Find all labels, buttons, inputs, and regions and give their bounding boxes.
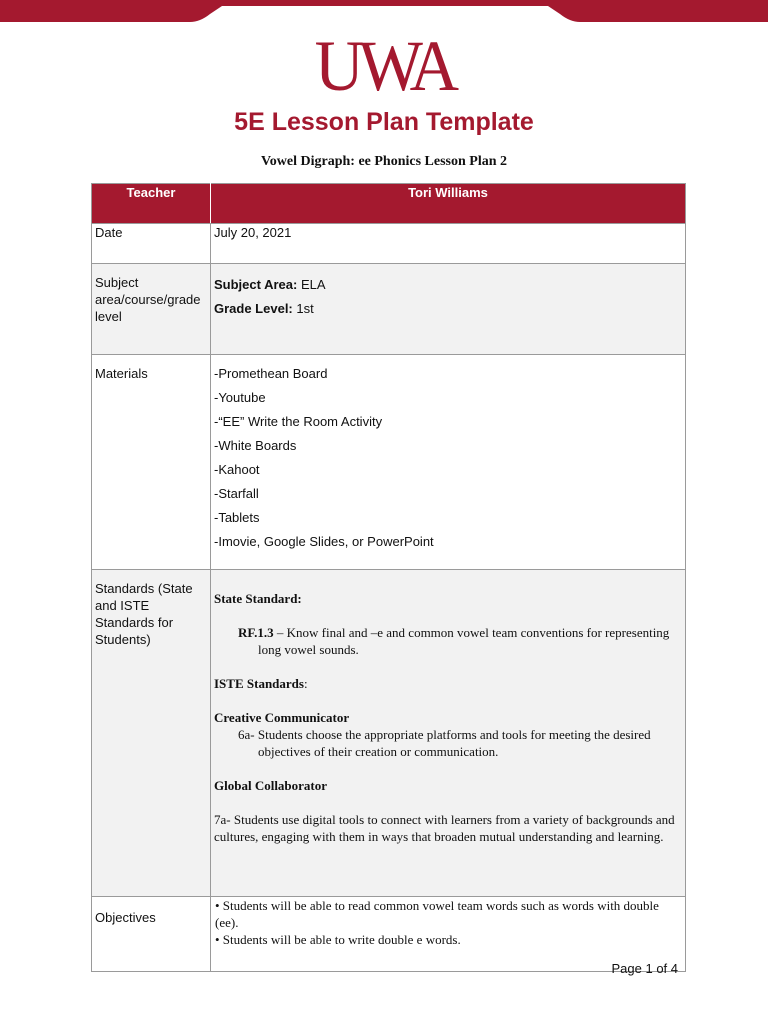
global-collaborator-text: 7a- Students use digital tools to connect with learners from a variety of backgrounds and cultures, engaging with them in ways that broaden mutual understanding and learning. [214,812,675,844]
materials-label: Materials [92,355,211,570]
rf-code: RF.1.3 [238,625,274,640]
subject-area-label: Subject Area: [214,277,298,292]
global-collaborator-heading: Global Collaborator [214,778,328,793]
grade-level-value: 1st [292,301,314,316]
table-row-standards [92,570,686,897]
date-value: July 20, 2021 [211,224,686,264]
list-item: -Youtube [214,390,266,405]
top-banner [0,0,768,22]
table-header-row [92,184,686,224]
materials-list [214,355,682,550]
subject-value-cell [211,264,686,355]
teacher-label: Teacher [92,184,211,224]
list-item: -Tablets [214,510,260,525]
objectives-label: Objectives [92,897,211,972]
date-label: Date [92,224,211,264]
grade-level-label: Grade Level: [214,301,293,316]
iste-heading: ISTE Standards [214,676,304,691]
rf-standard [214,624,682,658]
list-item: -Kahoot [214,462,260,477]
list-item: -“EE” Write the Room Activity [214,414,383,429]
creative-communicator-text: 6a- Students choose the appropriate platforms and tools for meeting the desired objectives of their creation or communication. [238,727,651,759]
creative-communicator-heading: Creative Communicator [214,710,350,725]
top-banner-shape [0,0,768,22]
grade-level-line [214,300,682,317]
list-item: • Students will be able to write double e words. [215,932,461,947]
page-number: Page 1 of 4 [611,961,678,976]
subject-label: Subject area/course/grade level [92,264,211,355]
list-item: -Promethean Board [214,366,328,381]
uwa-logo: UWA [314,26,454,106]
subject-area-value: ELA [297,277,326,292]
lesson-subtitle: Vowel Digraph: ee Phonics Lesson Plan 2 [260,154,508,169]
teacher-name: Tori Williams [211,184,686,224]
table-row-subject [92,264,686,355]
subject-area-line [214,276,682,293]
standards-cell [211,570,686,897]
list-item: -Imovie, Google Slides, or PowerPoint [214,534,434,549]
table-row-objectives [92,897,686,972]
state-standard-heading: State Standard: [214,591,302,606]
list-item: -White Boards [214,438,297,453]
iste-colon: : [303,676,308,691]
rf-text: – Know final and –e and common vowel team conventions for representing long vowel sounds. [258,625,670,657]
page-title: 5E Lesson Plan Template [234,108,534,136]
table-row-materials [92,355,686,570]
subject-values [214,264,682,317]
materials-cell [211,355,686,570]
standards-label: Standards (State and ISTE Standards for Students) [92,570,211,897]
list-item: • Students will be able to read common vowel team words such as words with double (ee). [215,898,659,930]
table-row-date [92,224,686,264]
list-item: -Starfall [214,486,259,501]
iste-heading-line [214,675,682,692]
lesson-plan-table [91,183,686,972]
